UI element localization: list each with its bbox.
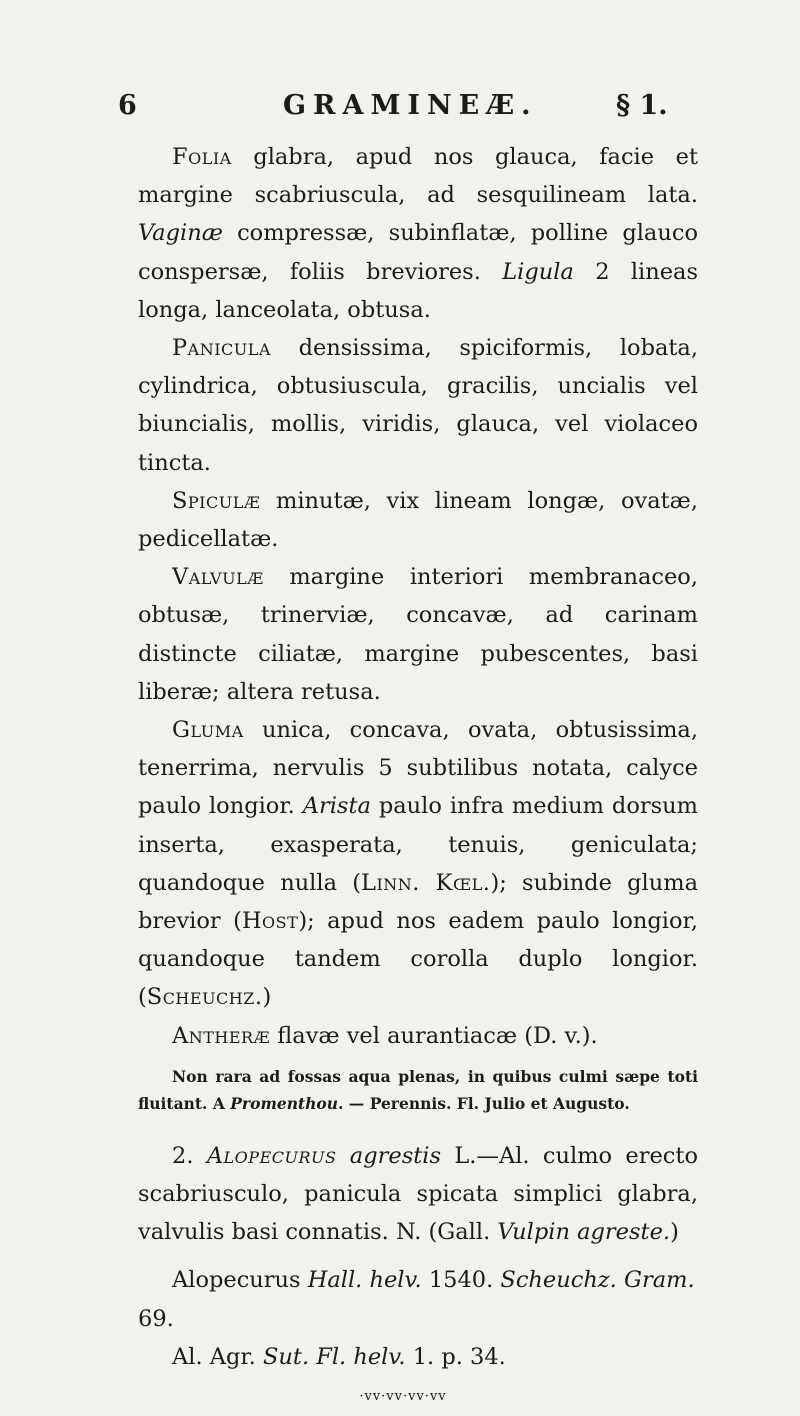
ornament-rule: ·vv·vv·vv·vv bbox=[359, 1389, 447, 1405]
paragraph-gluma bbox=[138, 711, 698, 1017]
citation-linn-koel: Linn. Kœl. bbox=[361, 869, 491, 896]
habitat-note bbox=[138, 1063, 698, 1117]
term-vaginae: Vaginæ bbox=[138, 220, 223, 247]
section-mark: § 1. bbox=[616, 90, 668, 121]
text-arista-4: ) bbox=[262, 984, 272, 1011]
note-text-1: Non rara ad fossas aqua plenas, in quibus culmi sæpe toti fluitant. A bbox=[138, 1066, 698, 1113]
entry-text: —Al. culmo erecto scabriusculo, panicula spicata simplici glabra, valvulis basi connatis. N. (Gall. bbox=[138, 1142, 698, 1246]
entry-species: agrestis bbox=[336, 1142, 442, 1169]
text-spiculae: minutæ, vix lineam longæ, ovatæ, pedicellatæ. bbox=[138, 487, 698, 553]
syn-end-2: 1. p. 34. bbox=[405, 1343, 506, 1370]
syn-lead-2: Al. Agr. bbox=[172, 1343, 263, 1370]
text-body bbox=[138, 138, 698, 1416]
syn-hall: Hall. helv. bbox=[307, 1267, 422, 1294]
paragraph-spiculae bbox=[138, 482, 698, 558]
text-panicula: densissima, spiciformis, lobata, cylindrica, obtusiuscula, gracilis, uncialis vel biuncialis, mollis, viridis, glauca, vel violaceo tincta. bbox=[138, 335, 698, 476]
text-arista-3: ); apud nos eadem paulo longior, quandoque tandem corolla duplo longior. ( bbox=[138, 908, 698, 1011]
text-folia: glabra, apud nos glauca, facie et margine scabriuscula, ad sesquilineam lata. bbox=[138, 144, 698, 209]
entry-genus: Alopecurus bbox=[206, 1142, 337, 1169]
paragraph-panicula bbox=[138, 329, 698, 482]
text-ligula: 2 lineas longa, lanceolata, obtusa. bbox=[138, 258, 698, 323]
term-ligula: Ligula bbox=[502, 258, 574, 285]
synonymy-line-1 bbox=[138, 1261, 698, 1337]
term-folia: Folia bbox=[172, 144, 232, 170]
text-vaginae: compressæ, subinflatæ, polline glauco conspersæ, foliis breviores. bbox=[138, 220, 698, 285]
entry-close: ) bbox=[670, 1219, 679, 1246]
syn-scheuchz-gram: Scheuchz. Gram. bbox=[500, 1267, 695, 1294]
text-arista-1: paulo infra medium dorsum inserta, exasperata, tenuis, geniculata; quandoque nulla ( bbox=[138, 793, 699, 896]
term-antherae: Antheræ bbox=[172, 1022, 271, 1049]
syn-sut: Sut. Fl. helv. bbox=[263, 1343, 406, 1370]
term-spiculae: Spiculæ bbox=[172, 487, 261, 514]
term-arista: Arista bbox=[302, 793, 371, 820]
citation-host: Host bbox=[241, 908, 299, 935]
text-arista-2: ); subinde gluma brevior ( bbox=[138, 869, 698, 935]
synonymy-line-2 bbox=[138, 1338, 698, 1376]
paragraph-valvulae bbox=[138, 558, 698, 711]
note-text-2: . — Perennis. Fl. Julio et Augusto. bbox=[338, 1093, 630, 1113]
entry-number: 2. bbox=[172, 1142, 207, 1169]
text-valvulae: margine interiori membranaceo, obtusæ, trinerviæ, concavæ, ad carinam distincte ciliatæ, margine pubescentes, basi liberæ; altera retusa. bbox=[138, 564, 698, 705]
syn-num-1: 1540. bbox=[421, 1267, 501, 1294]
term-valvulae: Valvulæ bbox=[172, 564, 264, 591]
syn-end-1: 69. bbox=[138, 1305, 174, 1332]
citation-scheuchz: Scheuchz. bbox=[146, 984, 263, 1011]
paragraph-antherae bbox=[138, 1017, 698, 1055]
page-number: 6 bbox=[118, 90, 137, 121]
syn-lead-1: Alopecurus bbox=[172, 1267, 308, 1294]
entry-author: L. bbox=[441, 1142, 477, 1169]
term-panicula: Panicula bbox=[172, 335, 271, 362]
species-entry bbox=[138, 1137, 698, 1252]
paragraph-folia bbox=[138, 138, 698, 329]
text-gluma: unica, concava, ovata, obtusissima, tenerrima, nervulis 5 subtilibus notata, calyce paulo longior. bbox=[138, 717, 698, 820]
text-antherae: flavæ vel aurantiacæ (D. v.). bbox=[270, 1022, 598, 1049]
note-place: Promenthou bbox=[230, 1093, 339, 1113]
entry-vernacular: Vulpin agreste. bbox=[497, 1219, 671, 1246]
term-gluma: Gluma bbox=[172, 717, 244, 744]
running-title: GRAMINEÆ. bbox=[283, 90, 538, 121]
